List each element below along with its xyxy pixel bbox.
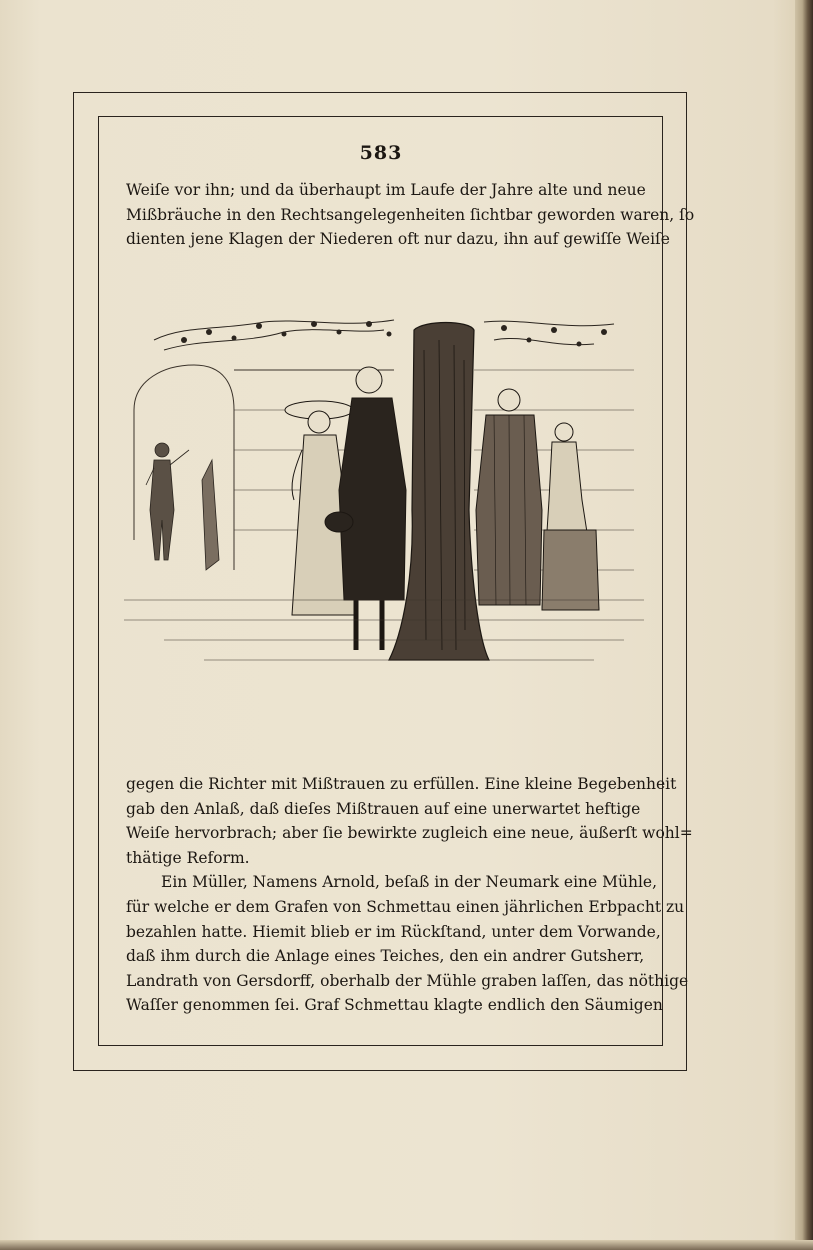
- book-spine-edge: [795, 0, 813, 1250]
- text-line: gegen die Richter mit Mißtrauen zu erfüllen. Eine kleine Begebenheit: [126, 775, 677, 793]
- text-line: bezahlen hatte. Hiemit blieb er im Rückſtand, unter dem Vorwande,: [126, 922, 661, 941]
- text-line: Ein Müller, Namens Arnold, beſaß in der Neumark eine Mühle,: [161, 873, 658, 892]
- engraving-illustration: [124, 310, 644, 690]
- page-number: 583: [359, 142, 403, 164]
- text-line: dienten jene Klagen der Niederen oft nur dazu, ihn auf gewiſſe Weiſe: [126, 230, 670, 249]
- text-line: thätige Reform.: [126, 848, 250, 867]
- book-bottom-edge: [0, 1240, 813, 1250]
- text-line: daß ihm durch die Anlage eines Teiches, den ein andrer Gutsherr,: [126, 947, 645, 966]
- top-paragraph: [126, 178, 695, 252]
- text-line: Weiſe hervorbrach; aber ſie bewirkte zugleich eine neue, äußerſt wohl=: [126, 824, 693, 843]
- text-line: Mißbräuche in den Rechtsangelegenheiten ſichtbar geworden waren, ſo: [126, 205, 695, 224]
- text-line: gab den Anlaß, daß dieſes Mißtrauen auf eine unerwartet heftige: [126, 799, 641, 818]
- text-line: für welche er dem Grafen von Schmettau einen jährlichen Erbpacht zu: [126, 897, 685, 916]
- text-line: Weiſe vor ihn; und da überhaupt im Laufe der Jahre alte und neue: [126, 181, 646, 199]
- text-line: Waſſer genommen ſei. Graf Schmettau klagte endlich den Säumigen: [126, 996, 663, 1015]
- text-line: Landrath von Gersdorff, oberhalb der Mühle graben laſſen, das nöthige: [126, 971, 689, 990]
- bottom-paragraphs: [126, 772, 693, 1018]
